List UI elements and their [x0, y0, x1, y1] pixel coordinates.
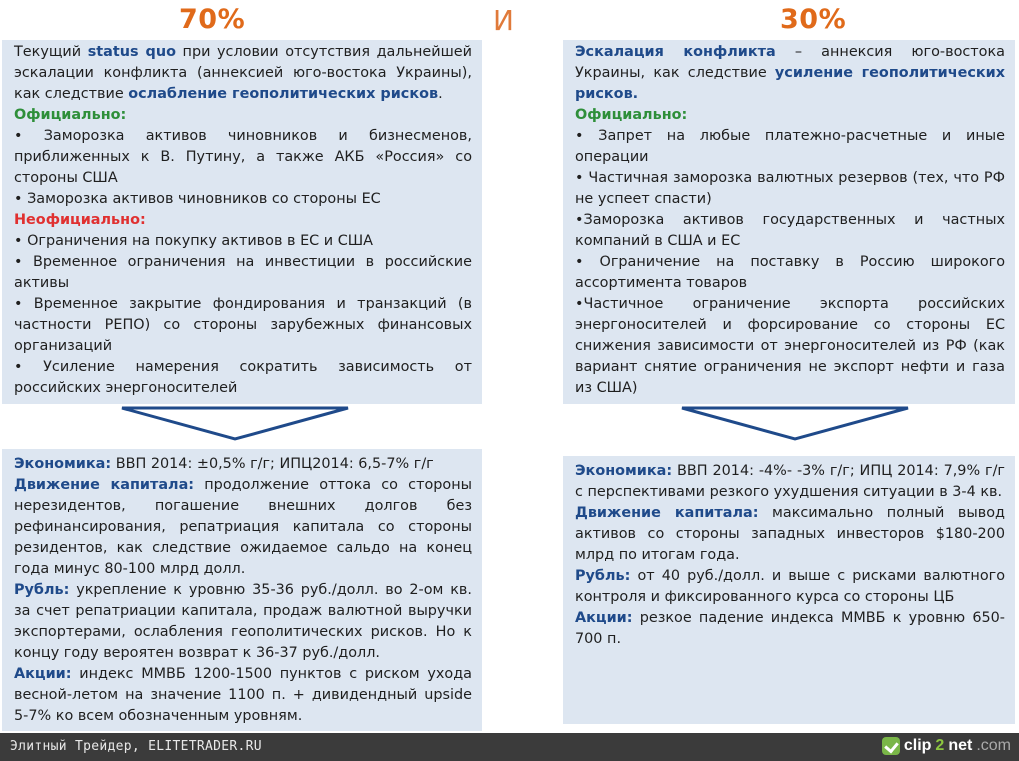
left-unofficial-item: • Временное закрытие фондирования и транзакций (в частности РЕПО) со стороны зарубежных финансовых организаций [14, 296, 472, 354]
left-unofficial-label: Неофициально: [14, 212, 146, 228]
down-arrow-icon [120, 406, 350, 442]
clip2net-logo-icon [882, 737, 900, 755]
left-official-item: • Заморозка активов чиновников со стороны ЕС [14, 191, 381, 207]
left-capital: Движение капитала: продолжение оттока со стороны нерезидентов, погашение внешних долгов без рефинансирования, репатриация капитала со стороны резидентов, как следствие ожидаемое сальдо на конец года минус 80-100 млрд долл. [14, 477, 472, 577]
left-stocks: Акции: индекс ММВБ 1200-1500 пунктов с риском ухода весной-летом на значение 1100 п. + дивидендный upside 5-7% ко всем обозначенным уровням. [14, 666, 472, 724]
left-unofficial-item: • Усиление намерения сократить зависимость от российских энергоносителей [14, 359, 472, 396]
left-economy: Экономика: ВВП 2014: ±0,5% г/г; ИПЦ2014: 6,5-7% г/г [14, 456, 434, 472]
source-credit: Элитный Трейдер, ELITETRADER.RU [10, 739, 262, 754]
right-official-item: • Ограничение на поставку в Россию широкого ассортимента товаров [575, 254, 1005, 291]
left-official-item: • Заморозка активов чиновников и бизнесменов, приближенных к В. Путину, а также АКБ «Россия» со стороны США [14, 128, 472, 186]
right-official-item: • Запрет на любые платежно-расчетные и иные операции [575, 128, 1005, 165]
right-official-item: •Заморозка активов государственных и частных компаний в США и ЕС [575, 212, 1005, 249]
right-probability: 30% [780, 4, 847, 35]
right-capital: Движение капитала: максимально полный вывод активов со стороны западных инвесторов $180-200 млрд по итогам года. [575, 505, 1005, 563]
left-ruble: Рубль: укрепление к уровню 35-36 руб./долл. во 2-ом кв. за счет репатриации капитала, продаж валютной выручки экспортерами, ослабления геополитических рисков. Но к концу году вероятен возврат к 36-37 руб./долл. [14, 582, 472, 661]
left-intro: Текущий status quo при условии отсутствия дальнейшей эскалации конфликта (аннексией юго-востока Украины), как следствие ослабление геополитических рисков. [14, 44, 473, 102]
right-scenario-box [563, 40, 1015, 404]
left-scenario-box [2, 40, 482, 404]
right-official-item: •Частичное ограничение экспорта российских энергоносителей и форсирование со стороны ЕС снижения зависимости от энергоносителей из РФ (как вариант снятие ограничения не экспорт нефти и газа из США) [575, 296, 1005, 396]
left-probability: 70% [179, 4, 246, 35]
conjunction: И [493, 4, 514, 37]
right-ruble: Рубль: от 40 руб./долл. и выше с рисками валютного контроля и фиксированного курса со стороны ЦБ [575, 568, 1005, 605]
right-intro: Эскалация конфликта – аннексия юго-востока Украины, как следствие усиление геополитических рисков. [575, 44, 1005, 102]
footer-bar [0, 733, 1019, 761]
clip2net-logo[interactable]: clip 2 net .com [882, 737, 1011, 755]
right-economy: Экономика: ВВП 2014: -4%- -3% г/г; ИПЦ 2014: 7,9% г/г с перспективами резкого ухудшения ситуации в 3-4 кв. [575, 463, 1005, 500]
right-official-item: • Частичная заморозка валютных резервов (тех, что РФ не успеет спасти) [575, 170, 1005, 207]
right-official-label: Официально: [575, 107, 688, 123]
left-official-label: Официально: [14, 107, 127, 123]
left-unofficial-item: • Ограничения на покупку активов в ЕС и США [14, 233, 373, 249]
down-arrow-icon [680, 406, 910, 442]
right-stocks: Акции: резкое падение индекса ММВБ к уровню 650-700 п. [575, 610, 1005, 647]
left-forecast-box [2, 449, 482, 731]
right-forecast-box [563, 456, 1015, 724]
left-unofficial-item: • Временное ограничения на инвестиции в российские активы [14, 254, 472, 291]
